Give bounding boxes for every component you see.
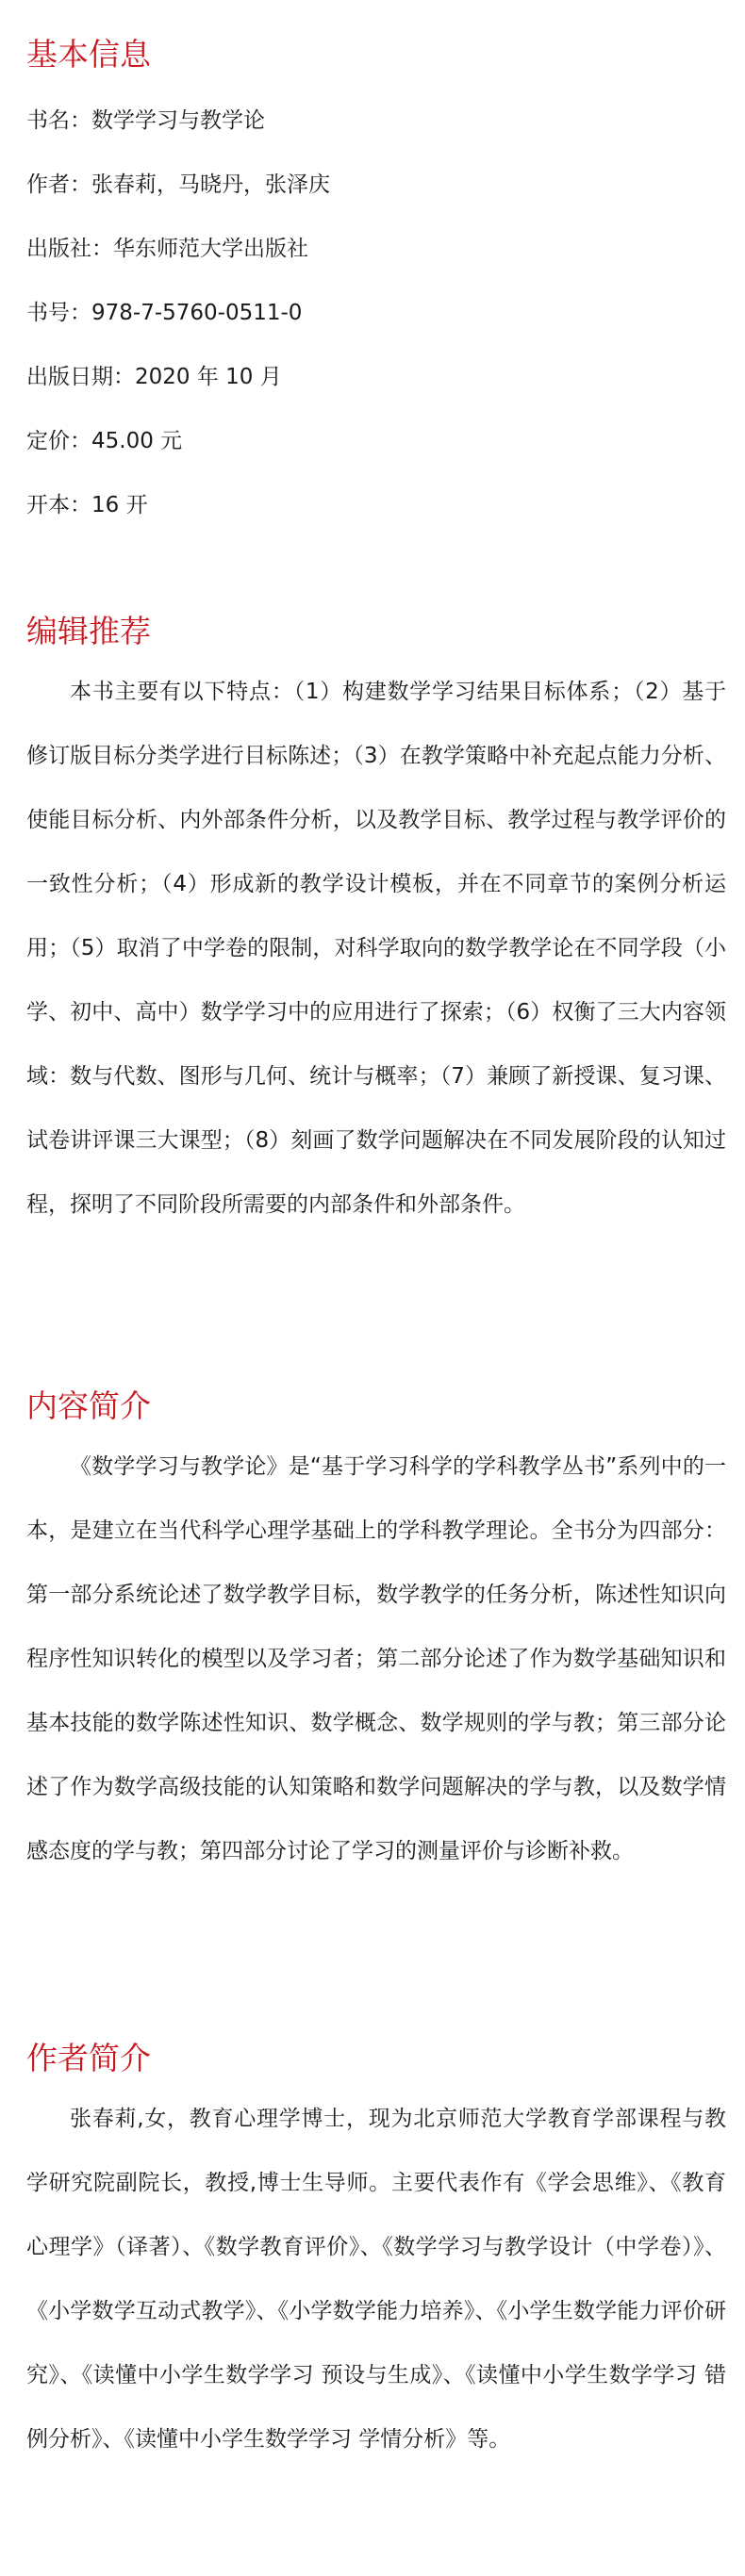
content-summary-section xyxy=(26,1386,726,1883)
info-row-title: 书名：数学学习与教学论 xyxy=(26,108,265,133)
info-row-pub-date: 出版日期：2020 年 10 月 xyxy=(26,365,282,389)
editor-recommendation-section xyxy=(26,611,726,1237)
info-row-isbn: 书号：978-7-5760-0511-0 xyxy=(26,301,303,325)
info-row-authors: 作者：张春莉，马晓丹，张泽庆 xyxy=(26,172,330,197)
info-row-format: 开本：16 开 xyxy=(26,493,148,517)
info-row-price: 定价：45.00 元 xyxy=(26,429,183,453)
author-intro-section xyxy=(26,2038,726,2471)
editor-recommendation-heading: 编辑推荐 xyxy=(26,613,151,649)
author-intro-heading: 作者简介 xyxy=(26,2040,151,2076)
content-summary-text: 《数学学习与教学论》是“基于学习科学的学科教学丛书”系列中的一本，是建立在当代科学心理学基础上的学科教学理论。全书分为四部分：第一部分系统论述了数学教学目标，数学教学的任务分析，陈述性知识向程序性知识转化的模型以及学习者；第二部分论述了作为数学基础知识和基本技能的数学陈述性知识、数学概念、数学规则的学与教；第三部分论述了作为数学高级技能的认知策略和数学问题解决的学与教，以及数学情感态度的学与教；第四部分讨论了学习的测量评价与诊断补救。 xyxy=(26,1454,726,1863)
author-intro-text: 张春莉,女，教育心理学博士，现为北京师范大学教育学部课程与教学研究院副院长，教授,博士生导师。主要代表作有《学会思维》、《教育心理学》（译著）、《数学教育评价》、《数学学习与教学设计（中学卷）》、《小学数学互动式教学》、《小学数学能力培养》、《小学生数学能力评价研究》、《读懂中小学生数学学习 预设与生成》、《读懂中小学生数学学习 错例分析》、《读懂中小学生数学学习 学情分析》等。 xyxy=(26,2107,726,2452)
basic-info-heading: 基本信息 xyxy=(26,36,151,73)
basic-info-section xyxy=(26,34,726,543)
content-summary-heading: 内容简介 xyxy=(26,1387,151,1424)
editor-recommendation-text: 本书主要有以下特点：（1）构建数学学习结果目标体系；（2）基于修订版目标分类学进行目标陈述；（3）在教学策略中补充起点能力分析、使能目标分析、内外部条件分析，以及教学目标、教学过程与教学评价的一致性分析；（4）形成新的教学设计模板，并在不同章节的案例分析运用；（5）取消了中学卷的限制，对科学取向的数学教学论在不同学段（小学、初中、高中）数学学习中的应用进行了探索；（6）权衡了三大内容领域：数与代数、图形与几何、统计与概率；（7）兼顾了新授课、复习课、试卷讲评课三大课型；（8）刻画了数学问题解决在不同发展阶段的认知过程，探明了不同阶段所需要的内部条件和外部条件。 xyxy=(26,680,726,1217)
info-row-publisher: 出版社：华东师范大学出版社 xyxy=(26,237,308,261)
